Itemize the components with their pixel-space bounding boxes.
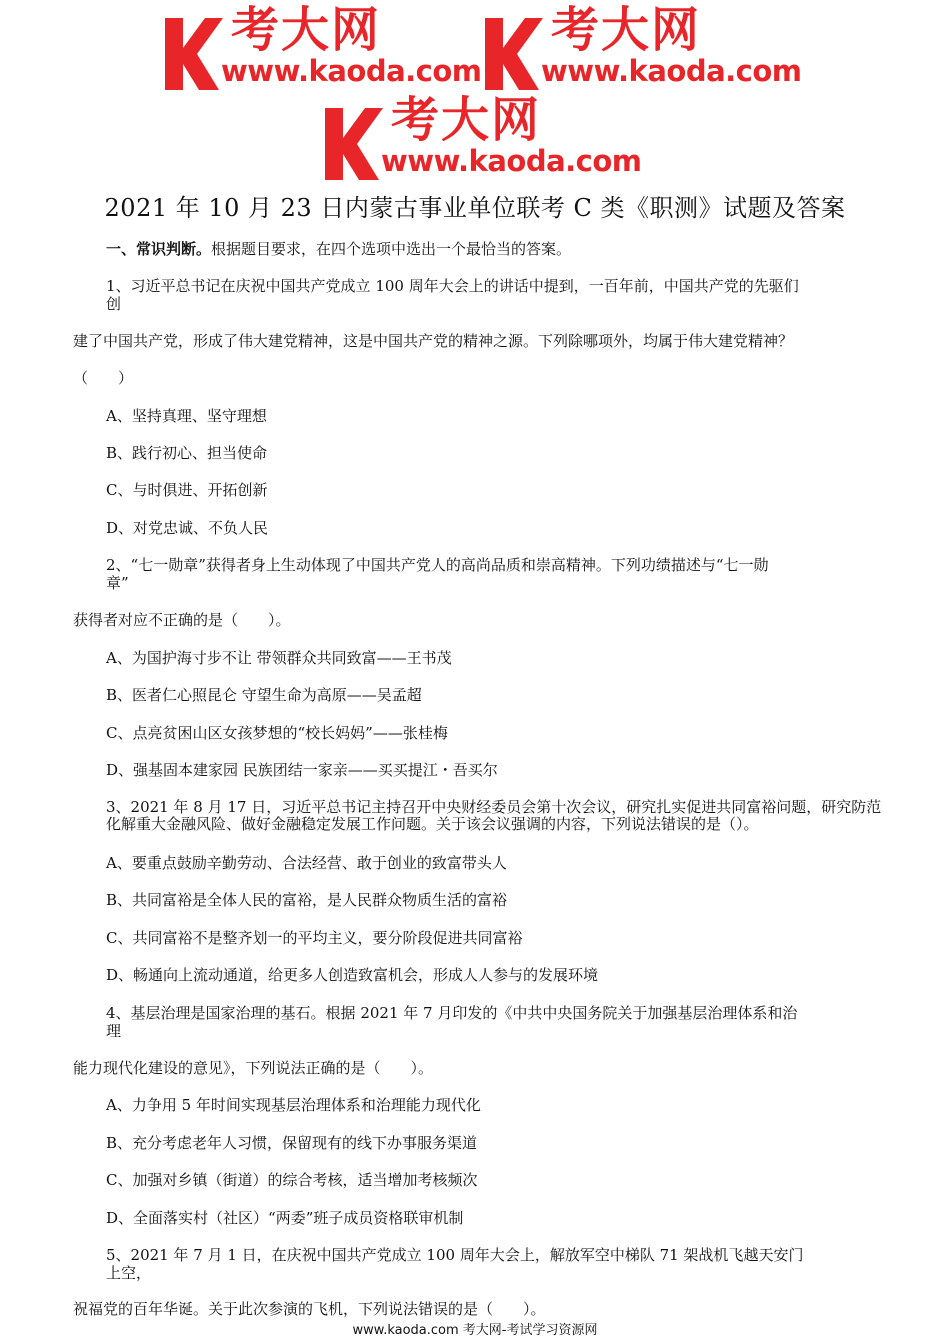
question-5-line-1: 5、2021 年 7 月 1 日，在庆祝中国共产党成立 100 周年大会上，解放军空中梯队 71 架战机飞越天安门 bbox=[106, 1246, 804, 1264]
kaoda-logo bbox=[483, 2, 803, 96]
question-5-line-1b: 上空， bbox=[106, 1264, 152, 1282]
question-4-line-1b: 理 bbox=[106, 1022, 122, 1040]
logo-url[interactable]: www.kaoda.com bbox=[541, 54, 802, 88]
option-d: D、全面落实村（社区）“两委”班子成员资格联审机制 bbox=[106, 1209, 464, 1227]
question-1-line-1: 1、习近平总书记在庆祝中国共产党成立 100 周年大会上的讲话中提到，一百年前，中国共产党的先驱们 bbox=[106, 277, 799, 295]
option-b: B、共同富裕是全体人民的富裕，是人民群众物质生活的富裕 bbox=[106, 891, 508, 909]
logo-url[interactable]: www.kaoda.com bbox=[381, 144, 642, 178]
option-a: A、坚持真理、坚守理想 bbox=[106, 407, 267, 425]
k-logo-icon bbox=[323, 102, 383, 182]
question-3-text: 3、2021 年 8 月 17 日，习近平总书记主持召开中央财经委员会第十次会议，研究扎实促进共同富裕问题，研究防范化解重大金融风险、做好金融稳定发展工作问题。关于该会议强调的内容，下列说法错误的是（）。 bbox=[106, 798, 882, 833]
option-a: A、要重点鼓励辛勤劳动、合法经营、敢于创业的致富带头人 bbox=[106, 854, 507, 872]
question-5-line-2: 祝福党的百年华诞。关于此次参演的飞机，下列说法错误的是（ ）。 bbox=[73, 1300, 546, 1318]
question-1-line-1b: 创 bbox=[106, 295, 122, 313]
option-a: A、力争用 5 年时间实现基层治理体系和治理能力现代化 bbox=[106, 1096, 481, 1114]
k-logo-icon bbox=[483, 12, 543, 92]
question-1-blank: （ ） bbox=[73, 369, 134, 387]
option-b: B、践行初心、担当使命 bbox=[106, 444, 268, 462]
option-c: C、共同富裕不是整齐划一的平均主义，要分阶段促进共同富裕 bbox=[106, 929, 523, 947]
option-c: C、加强对乡镇（街道）的综合考核，适当增加考核频次 bbox=[106, 1171, 478, 1189]
section-label: 一、常识判断。 bbox=[106, 240, 212, 258]
option-d: D、强基固本建家园 民族团结一家亲——买买提江・吾买尔 bbox=[106, 761, 498, 779]
section-instruction: 根据题目要求，在四个选项中选出一个最恰当的答案。 bbox=[211, 240, 572, 258]
document-title: 2021 年 10 月 23 日内蒙古事业单位联考 C 类《职测》试题及答案 bbox=[104, 194, 846, 222]
option-a: A、为国护海寸步不让 带领群众共同致富——王书茂 bbox=[106, 649, 452, 667]
kaoda-logo bbox=[163, 2, 483, 96]
question-1-line-2: 建了中国共产党，形成了伟大建党精神，这是中国共产党的精神之源。下列除哪项外，均属于伟大建党精神？ bbox=[73, 332, 794, 350]
option-b: B、医者仁心照昆仑 守望生命为高原——吴孟超 bbox=[106, 686, 422, 704]
page-footer: www.kaoda.com 考大网-考试学习资源网 bbox=[352, 1323, 598, 1338]
logo-name: 考大网 bbox=[231, 2, 382, 58]
question-4-line-2: 能力现代化建设的意见》，下列说法正确的是（ ）。 bbox=[73, 1059, 434, 1077]
logo-name: 考大网 bbox=[551, 2, 702, 58]
option-c: C、与时俱进、开拓创新 bbox=[106, 481, 268, 499]
option-d: D、对党忠诚、不负人民 bbox=[106, 519, 269, 537]
logo-name: 考大网 bbox=[391, 92, 542, 148]
question-4-line-1: 4、基层治理是国家治理的基石。根据 2021 年 7 月印发的《中共中央国务院关于加强基层治理体系和治 bbox=[106, 1004, 798, 1022]
option-b: B、充分考虑老年人习惯，保留现有的线下办事服务渠道 bbox=[106, 1134, 478, 1152]
logo-url[interactable]: www.kaoda.com bbox=[221, 54, 482, 88]
question-2-line-1: 2、“七一勋章”获得者身上生动体现了中国共产党人的高尚品质和崇高精神。下列功绩描述与“七一勋 bbox=[106, 556, 769, 574]
option-d: D、畅通向上流动通道，给更多人创造致富机会，形成人人参与的发展环境 bbox=[106, 966, 599, 984]
question-2-line-2: 获得者对应不正确的是（ ）。 bbox=[73, 611, 291, 629]
k-logo-icon bbox=[163, 12, 223, 92]
kaoda-logo bbox=[323, 92, 643, 186]
option-c: C、点亮贫困山区女孩梦想的“校长妈妈”——张桂梅 bbox=[106, 724, 448, 742]
section-heading bbox=[106, 240, 571, 258]
question-2-line-1b: 章” bbox=[106, 574, 129, 592]
